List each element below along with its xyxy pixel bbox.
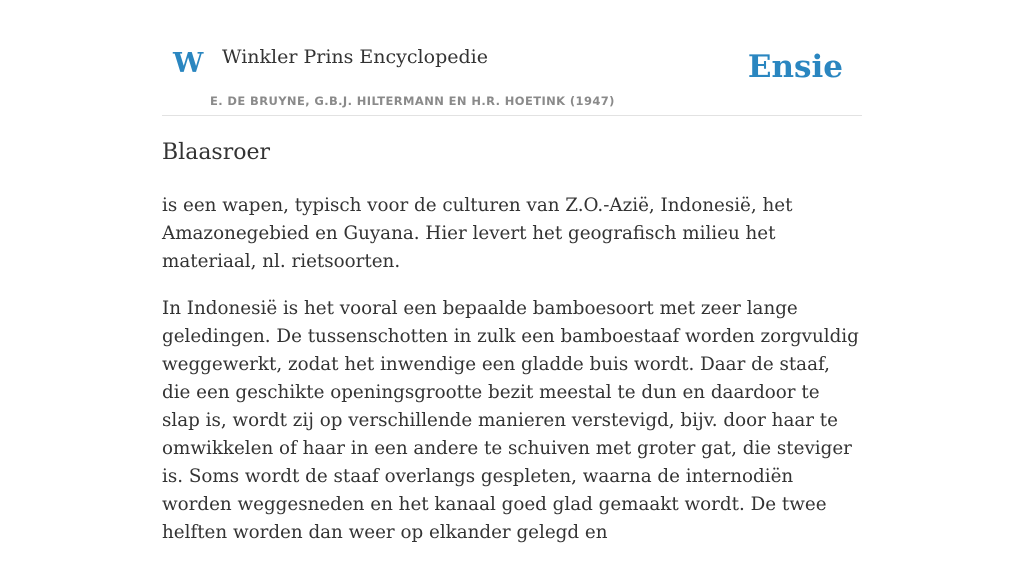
entry-paragraph: is een wapen, typisch voor de culturen van Z.O.-Azië, Indonesië, het Amazonegebied en Guyana. Hier levert het geografisch milieu het materiaal, nl. rietsoorten. <box>162 195 793 272</box>
source-header <box>162 0 862 116</box>
source-logo-icon[interactable]: W <box>173 48 204 79</box>
entry-body <box>162 192 862 566</box>
source-title-link[interactable]: Winkler Prins Encyclopedie <box>222 46 488 68</box>
ensie-logo[interactable]: Ensie <box>747 49 843 85</box>
source-authors: E. DE BRUYNE, G.B.J. HILTERMANN EN H.R. HOETINK (1947) <box>210 94 615 108</box>
entry-paragraph: In Indonesië is het vooral een bepaalde bamboesoort met zeer lange geledingen. De tussenschotten in zulk een bamboestaaf worden zorgvuldig weggewerkt, zodat het inwendige een gladde buis wordt. Daar de staaf, die een geschikte openingsgrootte bezit meestal te dun en daardoor te slap is, wordt zij op verschillende manieren verstevigd, bijv. door haar te omwikkelen of haar in een andere te schuiven met groter gat, die steviger is. Soms wordt de staaf overlangs gespleten, waarna de internodiën worden weggesneden en het kanaal goed glad gemaakt wordt. De twee helften worden dan weer op elkander gelegd en <box>162 298 859 543</box>
entry-title: Blaasroer <box>162 140 271 165</box>
